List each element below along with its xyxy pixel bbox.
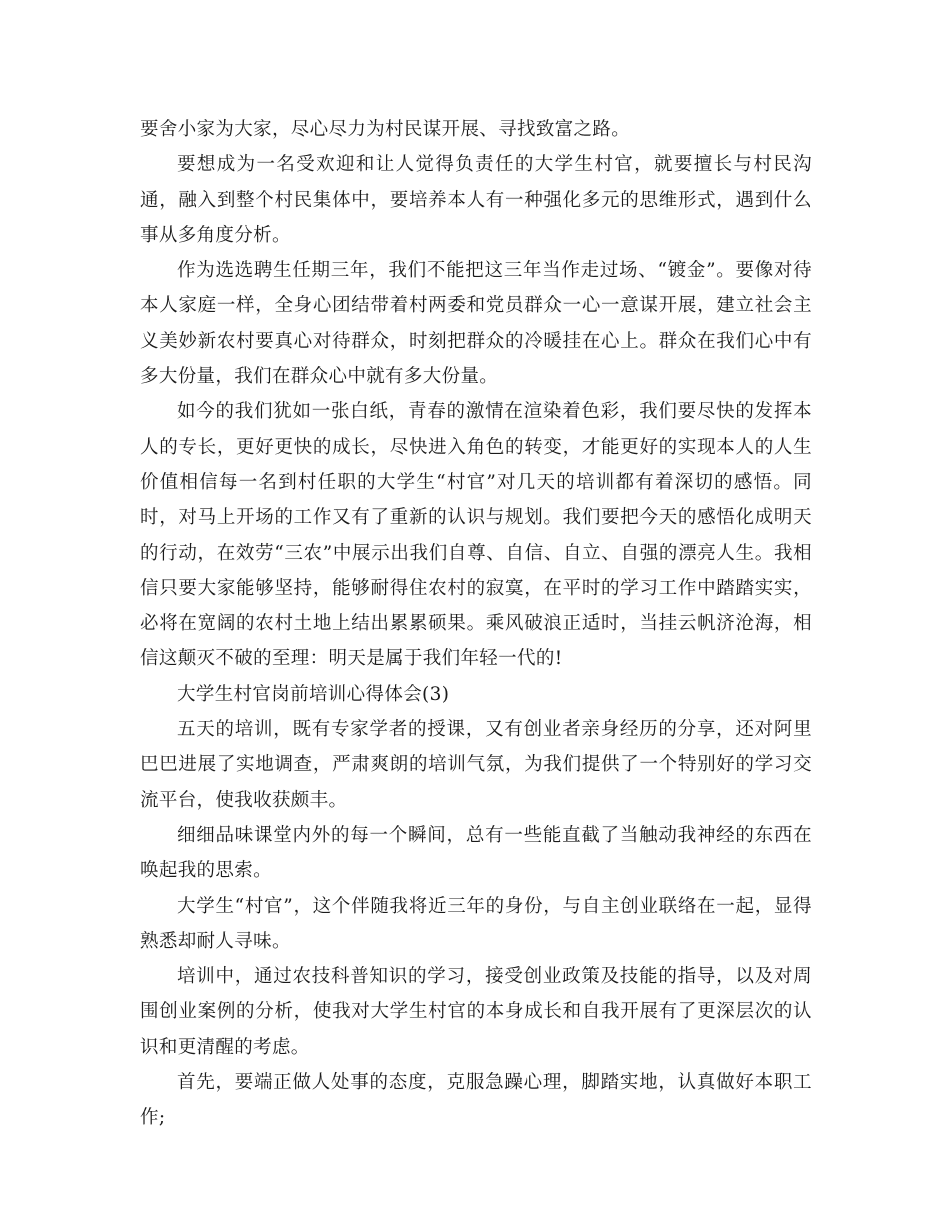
paragraph-7: 细细品味课堂内外的每一个瞬间，总有一些能直截了当触动我神经的东西在唤起我的思索。 xyxy=(140,824,812,882)
paragraph-2: 要想成为一名受欢迎和让人觉得负责任的大学生村官，就要擅长与村民沟通，融入到整个村民集体中，要培养本人有一种强化多元的思维形式，遇到什么事从多角度分析。 xyxy=(140,154,812,246)
paragraph-10: 首先，要端正做人处事的态度，克服急躁心理，脚踏实地，认真做好本职工作; xyxy=(140,1072,812,1129)
paragraph-3: 作为选选聘生任期三年，我们不能把这三年当作走过场、“镀金”。要像对待本人家庭一样，全身心团结带着村两委和党员群众一心一意谋开展，建立社会主义美妙新农村要真心对待群众，时刻把群众的冷暖挂在心上。群众在我们心中有多大份量，我们在群众心中就有多大份量。 xyxy=(140,260,812,388)
paragraph-1: 要舍小家为大家，尽心尽力为村民谋开展、寻找致富之路。 xyxy=(140,119,631,140)
paragraph-8: 大学生“村官”，这个伴随我将近三年的身份，与自主创业联络在一起，显得熟悉却耐人寻味。 xyxy=(140,895,812,952)
paragraph-6: 五天的培训，既有专家学者的授课，又有创业者亲身经历的分享，还对阿里巴巴进展了实地调查，严肃爽朗的培训气氛，为我们提供了一个特别好的学习交流平台，使我收获颇丰。 xyxy=(140,719,812,811)
paragraph-4: 如今的我们犹如一张白纸，青春的激情在渲染着色彩，我们要尽快的发挥本人的专长，更好更快的成长，尽快进入角色的转变，才能更好的实现本人的人生价值相信每一名到村任职的大学生“村官”对几天的培训都有着深切的感悟。同时，对马上开场的工作又有了重新的认识与规划。我们要把今天的感悟化成明天的行动，在效劳“三农”中展示出我们自尊、自信、自立、自强的漂亮人生。我相信只要大家能够坚持，能够耐得住农村的寂寞，在平时的学习工作中踏踏实实，必将在宽阔的农村土地上结出累累硕果。乘风破浪正适时，当挂云帆济沧海，相信这颠灭不破的至理：明天是属于我们年轻一代的! xyxy=(140,401,812,670)
paragraph-9: 培训中，通过农技科普知识的学习，接受创业政策及技能的指导，以及对周围创业案例的分析，使我对大学生村官的本身成长和自我开展有了更深层次的认识和更清醒的考虑。 xyxy=(140,966,812,1058)
section-heading: 大学生村官岗前培训心得体会(3) xyxy=(177,683,450,705)
document-body xyxy=(140,112,812,1136)
